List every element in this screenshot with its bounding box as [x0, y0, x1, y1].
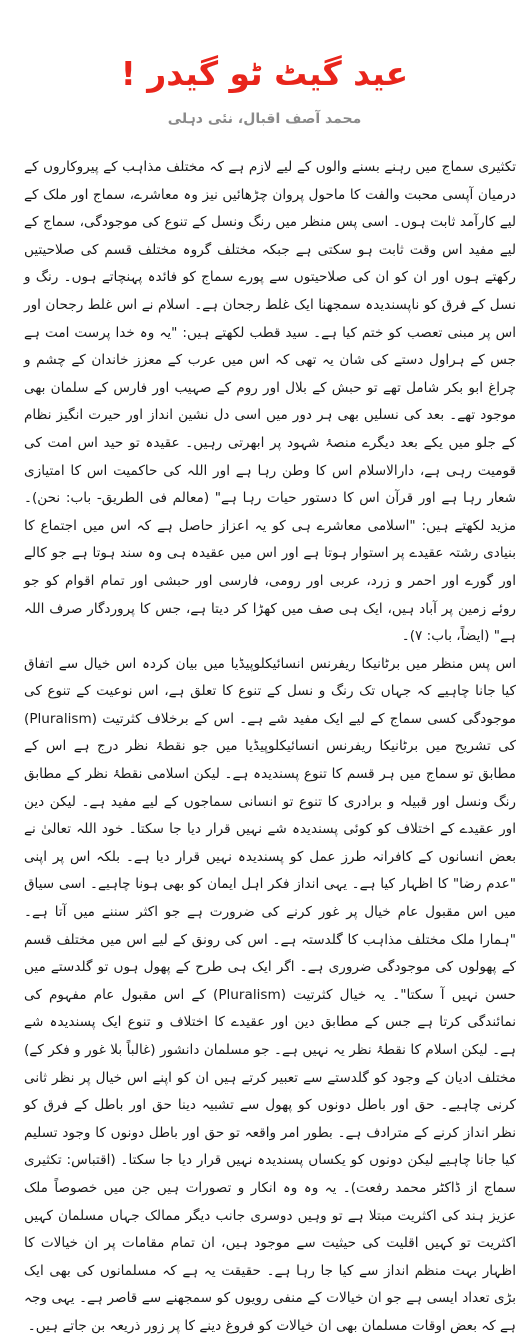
article-title: عید گیٹ ٹو گیدر !	[120, 54, 409, 93]
article-paragraph: تکثیری سماج میں رہنے بسنے والوں کے لیے لازم ہے کہ مختلف مذاہب کے پیروکاروں کے درمیان آپسی محبت والفت کا ماحول پروان چڑھائیں نیز وہ معاشرے، سماج اور ملک کے لیے کارآمد ثابت ہوں۔ اسی پس منظر میں رنگ ونسل کے تنوع کی موجودگی، سماج کے لیے مفید اس وقت ثابت ہو سکتی ہے جبکہ مختلف گروہ مختلف قسم کی صلاحیتیں رکھتے ہوں اور ان کو ان کی صلاحیتوں سے پورے سماج کو فائدہ پہنچاتے ہوں۔ رنگ و نسل کے فرق کو ناپسندیدہ سمجھنا ایک غلط رجحان ہے۔ اسلام نے اس غلط رجحان اور اس پر مبنی تعصب کو ختم کیا ہے۔ سید قطب لکھتے ہیں: "یہ وہ خدا پرست امت ہے جس کے ہراول دستے کی شان یہ تھی کہ اس میں عرب کے معزز خاندان کے چشم و چراغ ابو بکر شامل تھے تو حبش کے بلال اور روم کے صہیب اور فارس کے سلمان بھی موجود تھے۔ بعد کی نسلیں بھی ہر دور میں اسی دل نشین انداز اور حیرت انگیز نظام کے جلو میں یکے بعد دیگرے منصۂ شہود پر ابھرتی رہیں۔ عقیدہ تو حید اس امت کی قومیت رہی ہے، دارالاسلام اس کا وطن رہا ہے اور اللہ کی حاکمیت اس کا امتیازی شعار رہا ہے اور قرآن اس کا دستور حیات رہا ہے" (معالم فی الطریق- باب: نحن)۔ مزید لکھتے ہیں: "اسلامی معاشرے ہی کو یہ اعزاز حاصل ہے کہ اس میں اجتماع کا بنیادی رشتہ عقیدے پر استوار ہوتا ہے اور اس میں عقیدہ ہی وہ سند ہوتا ہے جو کالے اور گورے اور احمر و زرد، عربی اور رومی، فارسی اور حبشی اور تمام اقوام کو جو روئے زمین پر آباد ہیں، ایک ہی صف میں کھڑا کر دیتا ہے، جس کا پروردگار صرف اللہ ہے" (ایضاً، باب: ۷)۔	[24, 159, 516, 645]
article-body	[24, 154, 516, 1341]
article-byline: محمد آصف اقبال، نئی دہلی	[167, 111, 362, 127]
article-paragraph: اس پس منظر میں برٹانیکا ریفرنس انسائیکلوپیڈیا میں بیان کردہ اس خیال سے اتفاق کیا جانا چاہیے کہ جہاں تک رنگ و نسل کے تنوع کا تعلق ہے، اس نوعیت کے تنوع کی موجودگی کسی سماج کے لیے ایک مفید شے ہے۔ اس کے برخلاف کثرتیت (Pluralism) کی تشریح میں برٹانیکا ریفرنس انسائیکلوپیڈیا میں جو نقطۂ نظر درج ہے اس کے مطابق تو سماج میں ہر قسم کا تنوع پسندیدہ ہے۔ لیکن اسلامی نقطۂ نظر کے مطابق رنگ ونسل اور قبیلہ و برادری کا تنوع تو انسانی سماجوں کے لیے مفید ہے۔ لیکن دین اور عقیدے کے اختلاف کو کوئی پسندیدہ شے نہیں قرار دیا جا سکتا۔ خود اللہ تعالیٰ نے بعض انسانوں کے کافرانہ طرز عمل کو پسندیدہ نہیں قرار دیا ہے۔ بلکہ اس پر اپنی "عدم رضا" کا اظہار کیا ہے۔ یہی انداز فکر اہل ایمان کو بھی ہونا چاہیے۔ اسی سیاق میں اس مقبول عام خیال پر غور کرنے کی ضرورت ہے جو اکثر سننے میں آتا ہے۔ "ہمارا ملک مختلف مذاہب کا گلدستہ ہے۔ اس کی رونق کے لیے اس میں مختلف قسم کے پھولوں کی موجودگی ضروری ہے۔ اگر ایک ہی طرح کے پھول ہوں تو گلدستے میں حسن نہیں آ سکتا"۔ یہ خیال کثرتیت (Pluralism) کے اس مقبول عام مفہوم کی نمائندگی کرتا ہے جس کے مطابق دین اور عقیدے کا اختلاف و تنوع ایک پسندیدہ شے ہے۔ لیکن اسلام کا نقطۂ نظر یہ نہیں ہے۔ جو مسلمان دانشور (غالباً بلا غور و فکر کے) مختلف ادیان کے وجود کو گلدستے سے تعبیر کرتے ہیں ان کو اپنے اس خیال پر نظر ثانی کرنی چاہیے۔ حق اور باطل دونوں کو پھول سے تشبیہ دینا حق اور باطل کے فرق کو نظر انداز کرنے کے مترادف ہے۔ بطور امر واقعہ تو حق اور باطل دونوں کا وجود تسلیم کیا جانا چاہیے لیکن دونوں کو یکساں پسندیدہ نہیں قرار دیا جا سکتا۔ (اقتباس: تکثیری سماج از ڈاکٹر محمد رفعت)۔ یہ وہ وہ انکار و تصورات ہیں جن میں خصوصاً ملک عزیز ہند کی اکثریت مبتلا ہے تو وہیں دوسری جانب دیگر ممالک جہاں مسلمان کہیں اکثریت تو کہیں اقلیت کی حیثیت سے موجود ہیں، ان تمام مقامات پر ان خیالات کا اظہار بہت منظم انداز سے کیا جا رہا ہے۔ حقیقت یہ ہے کہ مسلمانوں کی بھی ایک بڑی تعداد ایسی ہے جو ان خیالات کے منفی رویوں کو سمجھنے سے قاصر ہے۔ یہی وجہ ہے کہ بعض اوقات مسلمان بھی ان خیالات کو فروغ دینے کا پر زور ذریعہ بن جاتے ہیں۔	[24, 655, 517, 1334]
